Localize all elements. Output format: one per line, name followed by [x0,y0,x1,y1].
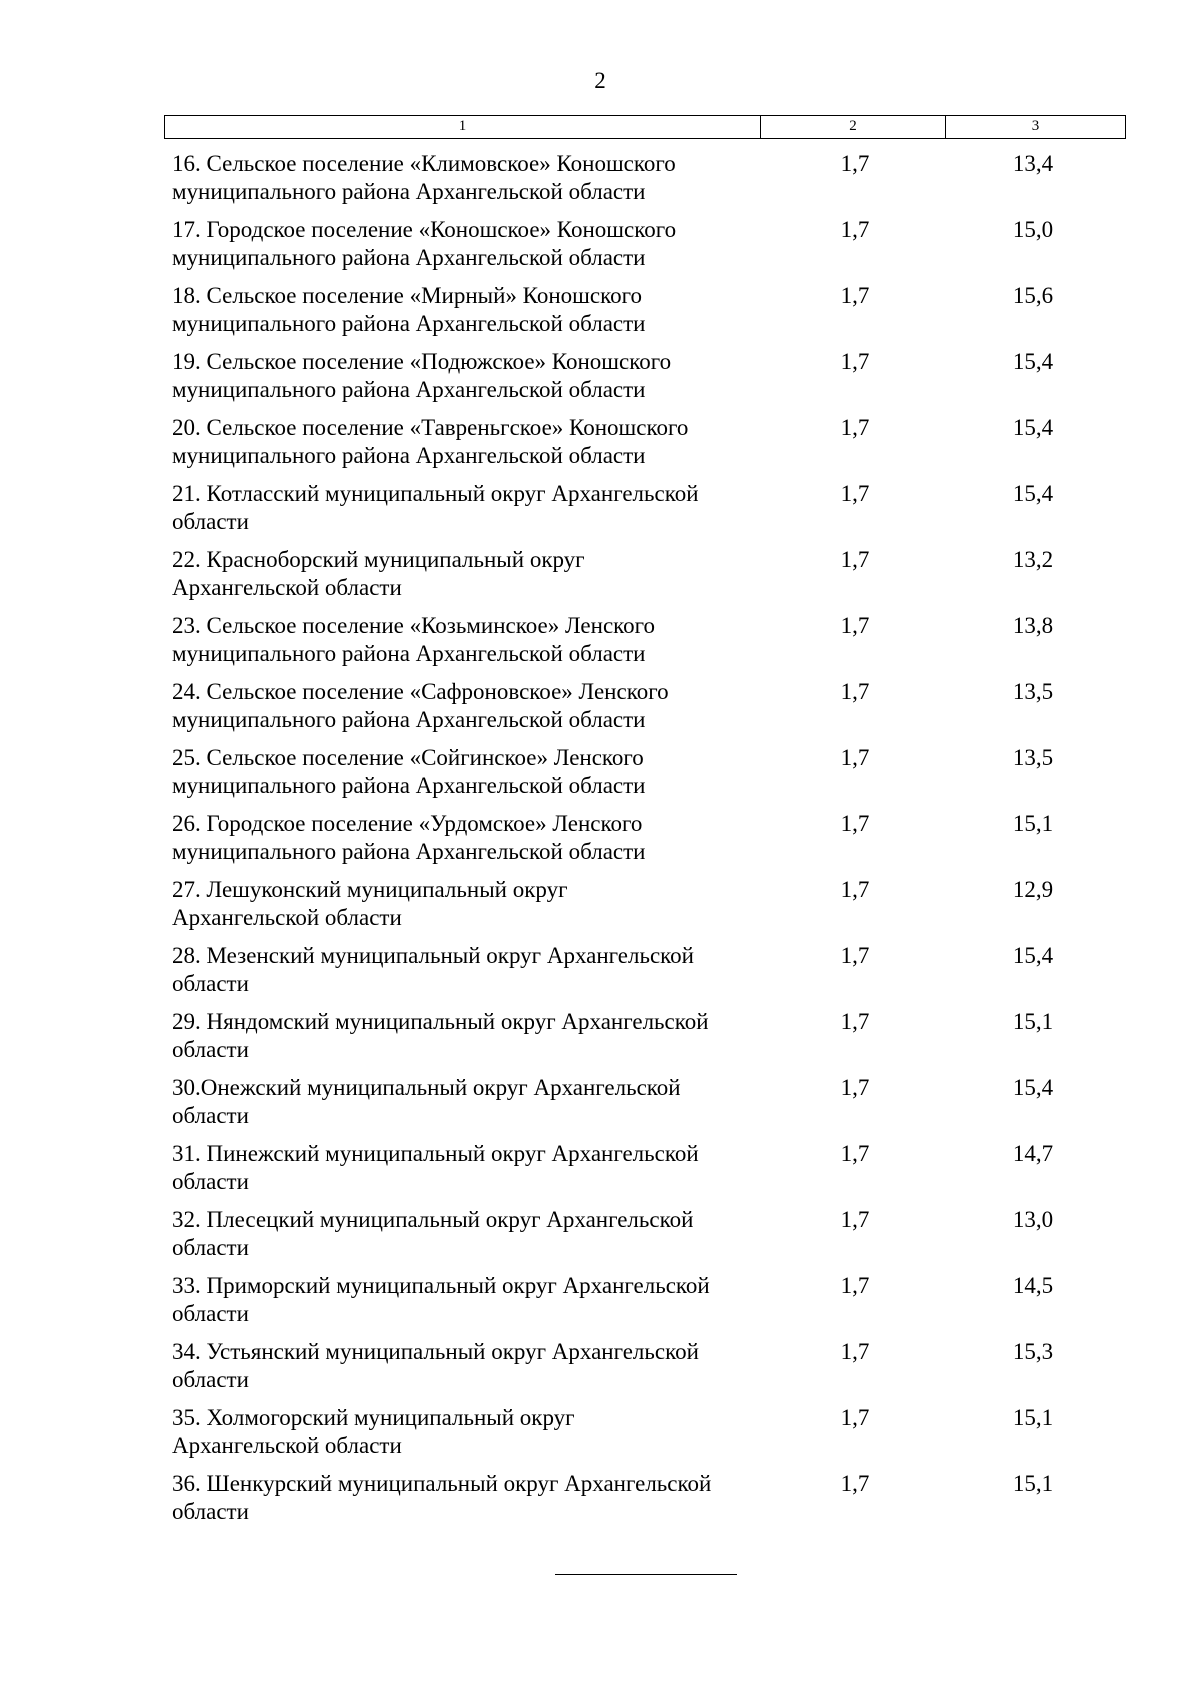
table-row [0,546,1200,612]
column-2-value: 1,7 [840,1075,870,1100]
column-3-value: 15,1 [1012,1405,1054,1430]
municipality-name: 28. Мезенский муниципальный округ Архангельской области [172,943,694,996]
column-3-value: 14,5 [1012,1273,1054,1298]
table-row [0,1338,1200,1404]
municipality-name: 25. Сельское поселение «Сойгинское» Ленского муниципального района Архангельской области [172,745,646,798]
municipality-name: 29. Няндомский муниципальный округ Архангельской области [172,1009,709,1062]
column-header-2: 2 [761,116,946,138]
column-3-value: 13,5 [1012,679,1054,704]
table-row [0,282,1200,348]
table-column-header-row [164,115,1126,139]
municipality-name: 26. Городское поселение «Урдомское» Ленского муниципального района Архангельской области [172,811,646,864]
column-3-value: 13,8 [1012,613,1054,638]
column-2-value: 1,7 [840,745,870,770]
column-2-value: 1,7 [840,415,870,440]
column-header-3: 3 [1031,118,1040,134]
table-body [0,150,1200,1536]
column-3-value: 15,4 [1012,943,1054,968]
table-row [0,1470,1200,1536]
column-3-value: 15,1 [1012,811,1054,836]
table-row [0,1074,1200,1140]
municipality-name: 36. Шенкурский муниципальный округ Архангельской области [172,1471,712,1524]
end-of-document-rule [555,1574,737,1575]
column-2-value: 1,7 [840,1273,870,1298]
table-row [0,414,1200,480]
column-3-value: 15,1 [1012,1009,1054,1034]
municipality-name: 17. Городское поселение «Коношское» Коношского муниципального района Архангельской области [172,217,677,270]
column-2-value: 1,7 [840,613,870,638]
municipality-name: 34. Устьянский муниципальный округ Архангельской области [172,1339,699,1392]
municipality-name: 21. Котласский муниципальный округ Архангельской области [172,481,699,534]
table-row [0,678,1200,744]
column-2-value: 1,7 [840,547,870,572]
municipality-name: 22. Красноборский муниципальный округ Архангельской области [172,547,585,600]
table-row [0,480,1200,546]
column-3-value: 15,4 [1012,349,1054,374]
column-2-value: 1,7 [840,679,870,704]
table-row [0,810,1200,876]
municipality-name: 18. Сельское поселение «Мирный» Коношского муниципального района Архангельской области [172,283,646,336]
column-2-value: 1,7 [840,1141,870,1166]
column-3-value: 15,0 [1012,217,1054,242]
table-row [0,1404,1200,1470]
column-3-value: 13,5 [1012,745,1054,770]
municipality-name: 23. Сельское поселение «Козьминское» Ленского муниципального района Архангельской области [172,613,656,666]
table-row [0,1206,1200,1272]
column-3-value: 15,4 [1012,415,1054,440]
column-3-value: 12,9 [1012,877,1054,902]
column-header-1: 1 [165,116,761,138]
column-2-value: 1,7 [840,349,870,374]
column-2-value: 1,7 [840,151,870,176]
column-2-value: 1,7 [840,217,870,242]
municipality-name: 16. Сельское поселение «Климовское» Коношского муниципального района Архангельской области [172,151,676,204]
column-2-value: 1,7 [840,811,870,836]
column-2-value: 1,7 [840,877,870,902]
column-2-value: 1,7 [840,1471,870,1496]
municipality-name: 32. Плесецкий муниципальный округ Архангельской области [172,1207,694,1260]
table-row [0,876,1200,942]
municipality-name: 20. Сельское поселение «Тавреньгское» Коношского муниципального района Архангельской области [172,415,689,468]
table-row [0,216,1200,282]
page-number: 2 [594,68,606,93]
table-row [0,1008,1200,1074]
column-2-value: 1,7 [840,1405,870,1430]
column-2-value: 1,7 [840,1207,870,1232]
column-3-value: 15,6 [1012,283,1054,308]
municipality-name: 31. Пинежский муниципальный округ Архангельской области [172,1141,699,1194]
column-3-value: 15,4 [1012,1075,1054,1100]
table-row [0,1272,1200,1338]
municipality-name: 19. Сельское поселение «Подюжское» Коношского муниципального района Архангельской области [172,349,672,402]
column-3-value: 15,1 [1012,1471,1054,1496]
municipality-name: 30.Онежский муниципальный округ Архангельской области [172,1075,681,1128]
table-row [0,348,1200,414]
column-3-value: 15,3 [1012,1339,1054,1364]
column-3-value: 13,0 [1012,1207,1054,1232]
table-row [0,612,1200,678]
column-3-value: 13,4 [1012,151,1054,176]
column-2-value: 1,7 [840,1339,870,1364]
table-row [0,1140,1200,1206]
municipality-name: 27. Лешуконский муниципальный округ Архангельской области [172,877,568,930]
column-3-value: 13,2 [1012,547,1054,572]
column-2-value: 1,7 [840,943,870,968]
municipality-name: 24. Сельское поселение «Сафроновское» Ленского муниципального района Архангельской области [172,679,669,732]
municipality-name: 35. Холмогорский муниципальный округ Архангельской области [172,1405,575,1458]
column-3-value: 15,4 [1012,481,1054,506]
table-row [0,150,1200,216]
column-2-value: 1,7 [840,1009,870,1034]
column-2-value: 1,7 [840,283,870,308]
column-3-value: 14,7 [1012,1141,1054,1166]
municipality-name: 33. Приморский муниципальный округ Архангельской области [172,1273,710,1326]
table-row [0,744,1200,810]
table-row [0,942,1200,1008]
column-2-value: 1,7 [840,481,870,506]
